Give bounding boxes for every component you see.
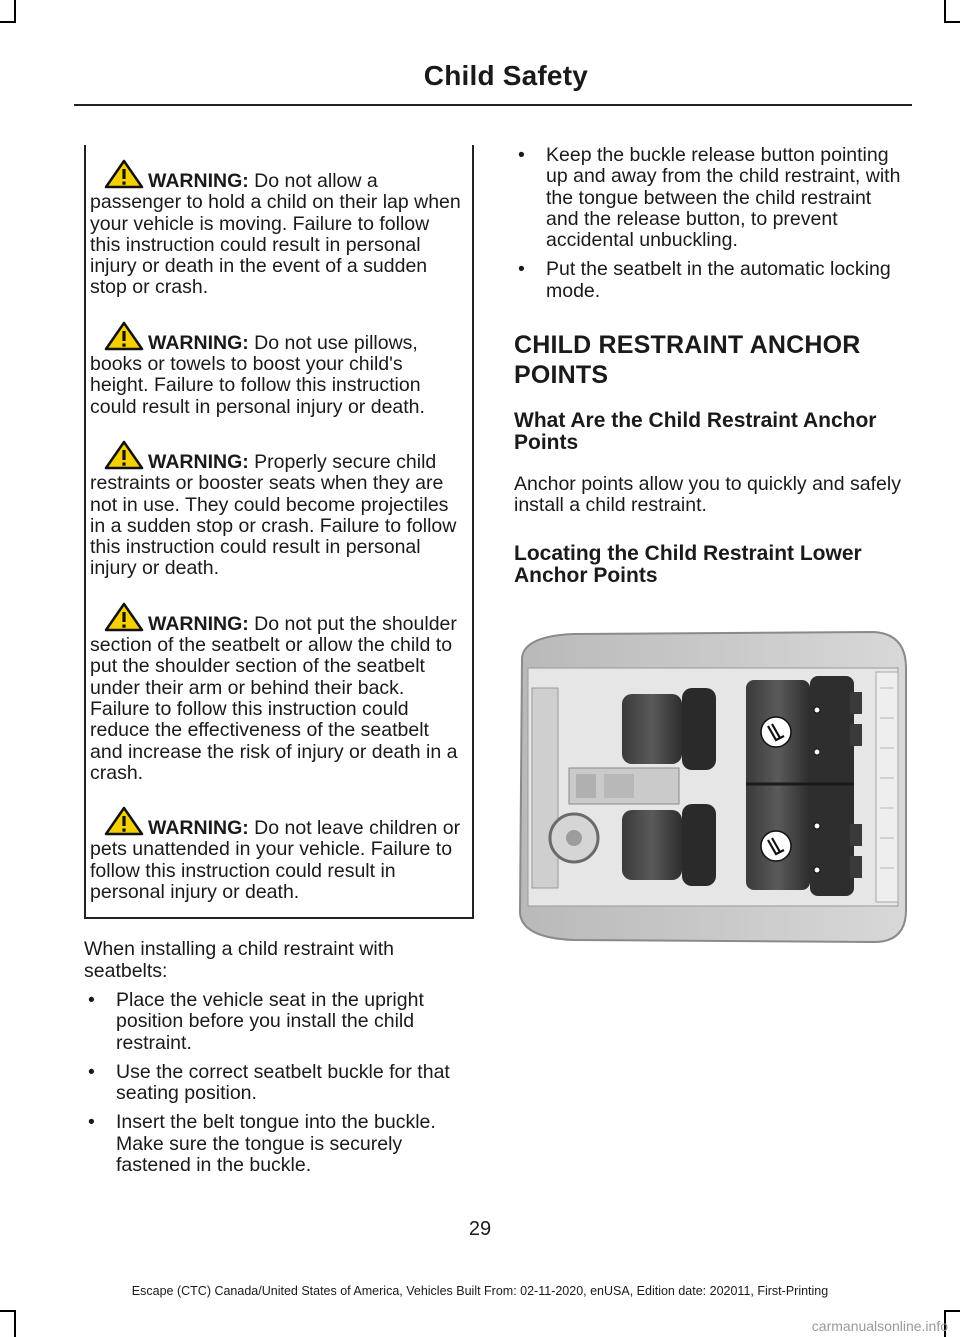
bullet-list (84, 990, 474, 1176)
warning-text: Do not leave children or pets unattended in your vehicle. Failure to follow this instruction could result in personal injury or death. (90, 817, 461, 904)
bullet-list (514, 145, 908, 302)
bullet-glyph: • (518, 144, 525, 166)
list-item-text: Put the seatbelt in the automatic locking mode. (546, 258, 891, 302)
warning-box (84, 145, 474, 919)
crop-mark (0, 21, 16, 23)
list-item (84, 1062, 474, 1105)
crop-mark (14, 0, 16, 22)
subheading: What Are the Child Restraint Anchor Points (514, 409, 877, 455)
warning-text: Do not allow a passenger to hold a child on their lap when your vehicle is moving. Failure to follow this instruction could result in personal injury or death in the event of a sudden stop or crash. (90, 170, 461, 299)
warning-label: WARNING: (148, 170, 249, 192)
watermark: carmanualsonline.info (811, 1318, 948, 1334)
list-item (84, 990, 474, 1054)
footer-text: Escape (CTC) Canada/United States of America, Vehicles Built From: 02-11-2020, enUSA, Edition date: 202011, First-Printing (131, 1284, 829, 1298)
paragraph: Anchor points allow you to quickly and safely install a child restraint. (514, 473, 901, 517)
warning-triangle-icon (104, 602, 144, 632)
warning-3 (90, 440, 464, 580)
list-item-text: Keep the buckle release button pointing up and away from the child restraint, with the tongue between the child restraint and the release button, to prevent accidental unbuckling. (546, 144, 901, 252)
section-heading-line: CHILD RESTRAINT ANCHOR (514, 331, 861, 360)
section-heading (514, 330, 908, 390)
section-heading-line: POINTS (514, 361, 609, 390)
bullet-glyph: • (518, 258, 525, 281)
warning-1 (90, 159, 464, 299)
right-column (514, 145, 908, 607)
bullet-glyph: • (88, 988, 95, 1011)
page-number: 29 (468, 1218, 492, 1240)
list-item (514, 259, 908, 302)
crop-mark (0, 1310, 16, 1312)
crop-mark (944, 21, 960, 23)
crop-mark (944, 0, 946, 22)
header-divider (74, 104, 912, 106)
bullet-glyph: • (88, 1060, 95, 1083)
list-item-text: Place the vehicle seat in the upright position before you install the child restraint. (116, 988, 424, 1054)
list-item (514, 145, 908, 251)
warning-label: WARNING: (148, 450, 249, 473)
warning-triangle-icon (104, 159, 144, 189)
crop-mark (944, 1310, 960, 1312)
intro-paragraph: When installing a child restraint with seatbelts: (84, 938, 394, 982)
warning-triangle-icon (104, 440, 144, 470)
warning-4 (90, 602, 464, 784)
warning-label: WARNING: (148, 612, 249, 635)
warning-text: Properly secure child restraints or booster seats when they are not in use. They could become projectiles in a sudden stop or crash. Failure to follow this instruction could result in personal injury or death. (90, 450, 457, 580)
list-item-text: Use the correct seatbelt buckle for that seating position. (116, 1060, 450, 1105)
page-title: Child Safety (423, 60, 588, 91)
crop-mark (14, 1310, 16, 1337)
list-item-text: Insert the belt tongue into the buckle. Make sure the tongue is securely fastened in the buckle. (116, 1111, 436, 1176)
list-item (84, 1112, 474, 1176)
warning-triangle-icon (104, 806, 144, 836)
warning-text: Do not use pillows, books or towels to boost your child's height. Failure to follow this instruction could result in personal injury or death. (90, 331, 425, 418)
warning-label: WARNING: (148, 817, 249, 840)
warning-text: Do not put the shoulder section of the seatbelt or allow the child to put the shoulder section of the seatbelt under their arm or behind their back. Failure to follow this instruction could reduce the effectiveness of the seatbelt and increase the risk of injury or death in a crash. (90, 612, 458, 784)
left-column (84, 145, 474, 1184)
warning-label: WARNING: (148, 331, 249, 354)
bullet-glyph: • (88, 1111, 95, 1134)
subheading: Locating the Child Restraint Lower Anchor Points (514, 541, 862, 587)
warning-triangle-icon (104, 321, 144, 351)
warning-2 (90, 321, 464, 418)
warning-5 (90, 806, 464, 903)
vehicle-anchor-illustration (514, 628, 908, 946)
